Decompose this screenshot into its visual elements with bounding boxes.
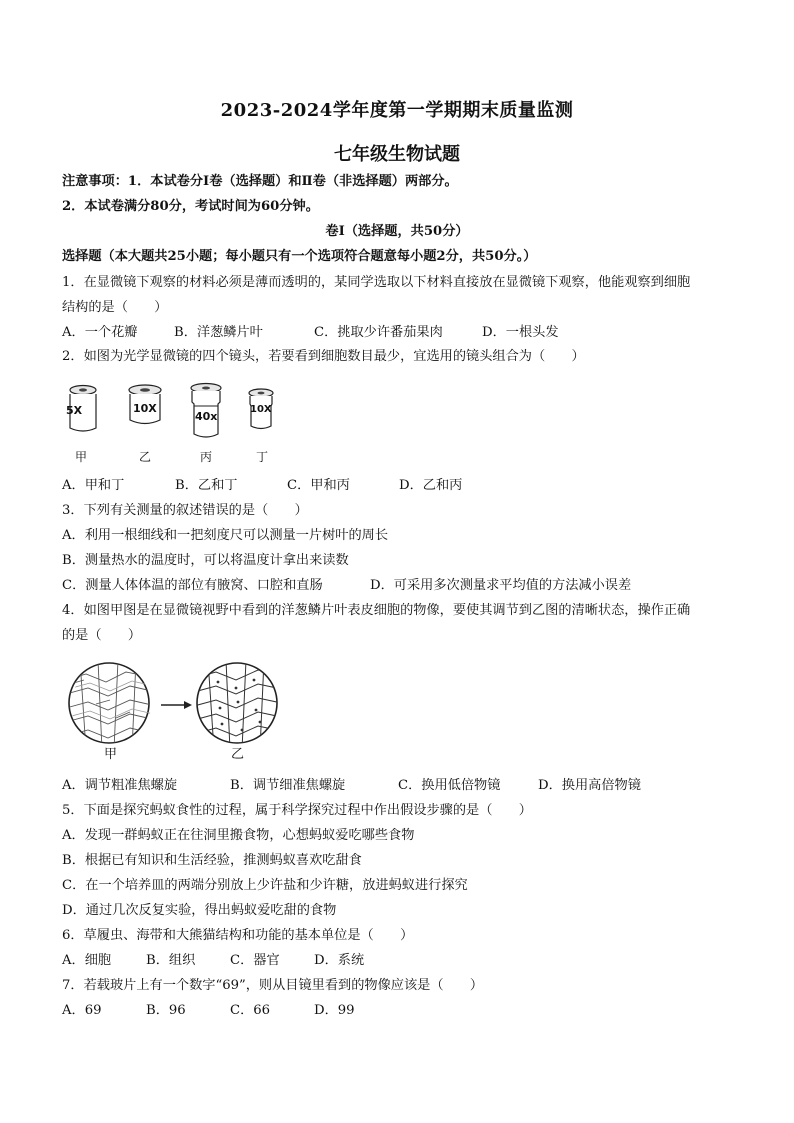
question-1-options	[62, 323, 559, 343]
option-b: B．组织	[146, 953, 196, 968]
option-d: D．换用高倍物镜	[538, 778, 641, 793]
option-c: C．测量人体体温的部位有腋窝、口腔和直肠	[62, 578, 323, 593]
lens-caption-ding: 丁	[256, 450, 269, 464]
option-d: D．通过几次反复实验，得出蚂蚁爱吃甜的食物	[62, 903, 337, 918]
exam-title: 2023-2024学年度第一学期期末质量监测	[220, 100, 574, 121]
figure-caption-jia: 甲	[104, 747, 118, 762]
option-a: A．调节粗准焦螺旋	[62, 778, 178, 793]
lens-caption-jia: 甲	[75, 450, 88, 464]
question-3-options-cd	[62, 576, 631, 596]
option-c: C．换用低倍物镜	[398, 778, 501, 793]
question-4-stem-cont: 的是（ ）	[62, 628, 142, 643]
lens-label-ding: 10X	[250, 404, 272, 415]
notes-line-2: 2．本试卷满分80分，考试时间为60分钟。	[62, 199, 319, 214]
question-5-stem: 5．下面是探究蚂蚁食性的过程，属于科学探究过程中作出假设步骤的是（ ）	[62, 803, 532, 818]
microscope-view-figure	[66, 660, 286, 750]
arrow-icon	[161, 701, 192, 709]
question-7-stem: 7．若载玻片上有一个数字“69”，则从目镜里看到的物像应该是（ ）	[62, 978, 484, 993]
figure-caption-yi: 乙	[231, 747, 245, 762]
option-a: A．利用一根细线和一把刻度尺可以测量一片树叶的周长	[62, 528, 389, 543]
section-instruction: 选择题（本大题共25小题；每小题只有一个选项符合题意每小题2分，共50分。）	[62, 249, 537, 264]
option-a: A．一个花瓣	[62, 325, 138, 340]
lens-label-bing: 40x	[195, 410, 218, 423]
blurry-cells-icon	[66, 660, 158, 750]
option-c: C．器官	[230, 953, 280, 968]
question-4-stem: 4．如图甲图是在显微镜视野中看到的洋葱鳞片叶表皮细胞的物像，要使其调节到乙图的清晰状态，操作正确	[62, 603, 691, 618]
option-a: A．69	[62, 1003, 102, 1018]
question-6-stem: 6．草履虫、海带和大熊猫结构和功能的基本单位是（ ）	[62, 928, 414, 943]
option-b: B．调节细准焦螺旋	[230, 778, 346, 793]
lens-label-jia: 5X	[66, 404, 83, 417]
option-b: B．洋葱鳞片叶	[174, 325, 263, 340]
exam-subtitle: 七年级生物试题	[334, 144, 460, 165]
question-7-options	[62, 1001, 355, 1021]
option-c: C．挑取少许番茄果肉	[314, 325, 443, 340]
section-title: 卷Ⅰ（选择题，共50分）	[325, 224, 469, 239]
lens-label-yi: 10X	[133, 402, 157, 415]
option-b: B．根据已有知识和生活经验，推测蚂蚁喜欢吃甜食	[62, 853, 362, 868]
option-c: C．甲和丙	[287, 478, 350, 493]
question-4-options	[62, 776, 641, 796]
option-d: D．系统	[314, 953, 365, 968]
option-d: D．乙和丙	[399, 478, 463, 493]
lens-caption-bing: 丙	[200, 450, 213, 464]
option-a: A．发现一群蚂蚁正在往洞里搬食物，心想蚂蚁爱吃哪些食物	[62, 828, 415, 843]
option-a: A．甲和丁	[62, 478, 125, 493]
question-2-stem: 2．如图为光学显微镜的四个镜头，若要看到细胞数目最少，宜选用的镜头组合为（ ）	[62, 349, 585, 364]
option-d: D．可采用多次测量求平均值的方法减小误差	[370, 578, 632, 593]
option-d: D．99	[314, 1003, 355, 1018]
question-1-stem: 1．在显微镜下观察的材料必须是薄而透明的，某同学选取以下材料直接放在显微镜下观察，他能观察到细胞	[62, 275, 691, 290]
question-6-options	[62, 951, 364, 971]
option-c: C．66	[230, 1003, 271, 1018]
option-c: C．在一个培养皿的两端分别放上少许盐和少许糖，放进蚂蚁进行探究	[62, 878, 468, 893]
notes-line-1: 注意事项：1．本试卷分Ⅰ卷（选择题）和Ⅱ卷（非选择题）两部分。	[62, 174, 458, 189]
option-a: A．细胞	[62, 953, 112, 968]
option-b: B．乙和丁	[175, 478, 238, 493]
option-b: B．测量热水的温度时，可以将温度计拿出来读数	[62, 553, 349, 568]
option-b: B．96	[146, 1003, 186, 1018]
question-2-options	[62, 476, 462, 496]
lens-caption-yi: 乙	[139, 450, 152, 464]
option-d: D．一根头发	[482, 325, 559, 340]
question-1-stem-cont: 结构的是（ ）	[62, 300, 168, 315]
clear-cells-icon	[194, 660, 286, 750]
question-3-stem: 3．下列有关测量的叙述错误的是（ ）	[62, 503, 308, 518]
